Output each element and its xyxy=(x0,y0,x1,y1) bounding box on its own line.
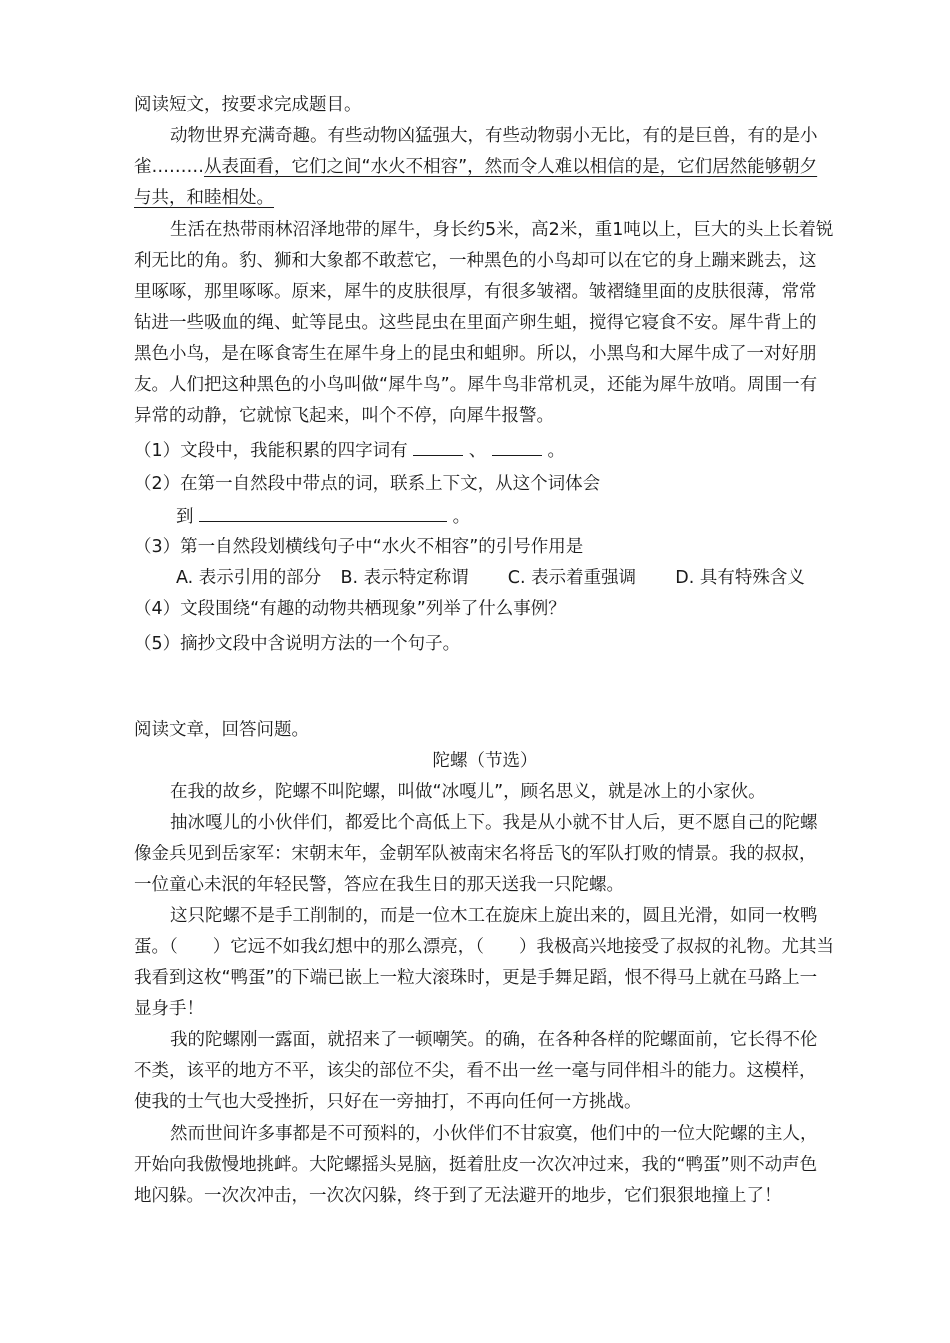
section1-intro: 阅读短文，按要求完成题目。 xyxy=(134,95,362,115)
article-line: 这只陀螺不是手工削制的，而是一位木工在旋床上旋出来的，圆且光滑，如同一枚鸭 xyxy=(170,906,818,926)
para2-line: 里啄啄，那里啄啄。原来，犀牛的皮肤很厚，有很多皱褶。皱褶缝里面的皮肤很薄，常常 xyxy=(134,282,817,302)
option-d[interactable]: D. 具有特殊含义 xyxy=(675,568,805,588)
question-1-separator: 、 xyxy=(468,441,487,461)
article-line: 然而世间许多事都是不可预料的，小伙伴们不甘寂寞，他们中的一位大陀螺的主人， xyxy=(170,1124,818,1144)
question-1 xyxy=(134,437,850,463)
article-line: 像金兵见到岳家军：宋朝末年，金朝军队被南宋名将岳飞的军队打败的情景。我的叔叔， xyxy=(134,844,817,864)
para1-line2 xyxy=(134,155,850,179)
article-line: 显身手！ xyxy=(134,999,204,1019)
question-1-text: （1）文段中，我能积累的四字词有 xyxy=(134,441,408,461)
para2-line: 友。人们把这种黑色的小鸟叫做“犀牛鸟”。犀牛鸟非常机灵，还能为犀牛放哨。周围一有 xyxy=(134,375,818,395)
article-line: 一位童心未泯的年轻民警，答应在我生日的那天送我一只陀螺。 xyxy=(134,875,624,895)
article-line: 在我的故乡，陀螺不叫陀螺，叫做“冰嘎儿”，顾名思义，就是冰上的小家伙。 xyxy=(170,782,766,802)
question-2-continued xyxy=(176,503,850,529)
article-line: 地闪躲。一次次冲击，一次次闪躲，终于到了无法避开的地步，它们狠狠地撞上了！ xyxy=(134,1186,782,1206)
question-2: （2）在第一自然段中带点的词，联系上下文，从这个词体会 xyxy=(134,474,601,494)
article-line: 使我的士气也大受挫折，只好在一旁抽打，不再向任何一方挑战。 xyxy=(134,1092,642,1112)
article-line: 开始向我傲慢地挑衅。大陀螺摇头晃脑，挺着肚皮一次次冲过来，我的“鸭蛋”则不动声色 xyxy=(134,1155,818,1175)
article-title: 陀螺（节选） xyxy=(432,751,538,771)
para2-line: 生活在热带雨林沼泽地带的犀牛，身长约5米，高2米，重1吨以上，巨大的头上长着锐 xyxy=(170,220,834,240)
article-line: 我看到这枚“鸭蛋”的下端已嵌上一粒大滚珠时，更是手舞足蹈，恨不得马上就在马路上一 xyxy=(134,968,818,988)
option-c[interactable]: C. 表示着重强调 xyxy=(507,568,637,588)
section2-intro: 阅读文章，回答问题。 xyxy=(134,720,309,740)
article-line: 我的陀螺刚一露面，就招来了一顿嘲笑。的确，在各种各样的陀螺面前，它长得不伦 xyxy=(170,1030,818,1050)
underlined-sentence: 从表面看，它们之间“水火不相容”，然而令人难以相信的是，它们居然能够朝夕 xyxy=(204,157,818,177)
article-line: 蛋。（ ）它远不如我幻想中的那么漂亮，（ ）我极高兴地接受了叔叔的礼物。尤其当 xyxy=(134,937,834,957)
question-1-end: 。 xyxy=(547,441,565,461)
answer-blank[interactable] xyxy=(199,503,447,522)
question-3: （3）第一自然段划横线句子中“水火不相容”的引号作用是 xyxy=(134,537,584,557)
para2-line: 异常的动静，它就惊飞起来，叫个不停，向犀牛报警。 xyxy=(134,406,554,426)
para2-line: 利无比的角。豹、狮和大象都不敢惹它，一种黑色的小鸟却可以在它的身上蹦来跳去，这 xyxy=(134,251,817,271)
para1-line1: 动物世界充满奇趣。有些动物凶猛强大，有些动物弱小无比，有的是巨兽，有的是小 xyxy=(170,126,818,146)
para1-line3 xyxy=(134,186,850,210)
question-2-text: 到 xyxy=(176,507,194,527)
article-line: 抽冰嘎儿的小伙伴们，都爱比个高低上下。我是从小就不甘人后，更不愿自己的陀螺 xyxy=(170,813,818,833)
article-line: 不类，该平的地方不平，该尖的部位不尖，看不出一丝一毫与同伴相斗的能力。这模样， xyxy=(134,1061,817,1081)
answer-blank[interactable] xyxy=(413,437,463,456)
para2-line: 钻进一些吸血的绳、虻等昆虫。这些昆虫在里面产卵生蛆，搅得它寝食不安。犀牛背上的 xyxy=(134,313,817,333)
question-2-end: 。 xyxy=(452,507,471,527)
question-4: （4）文段围绕“有趣的动物共栖现象”列举了什么事例？ xyxy=(134,599,566,619)
answer-blank[interactable] xyxy=(492,437,542,456)
para2-line: 黑色小鸟，是在啄食寄生在犀牛身上的昆虫和蛆卵。所以，小黑鸟和大犀牛成了一对好朋 xyxy=(134,344,817,364)
para1-text: 雀……… xyxy=(134,157,204,177)
option-a[interactable]: A. 表示引用的部分 xyxy=(176,568,322,588)
question-3-options xyxy=(176,566,850,590)
underlined-sentence-end: 与共，和睦相处。 xyxy=(134,188,274,208)
option-b[interactable]: B. 表示特定称谓 xyxy=(340,568,469,588)
question-5: （5）摘抄文段中含说明方法的一个句子。 xyxy=(134,634,461,654)
